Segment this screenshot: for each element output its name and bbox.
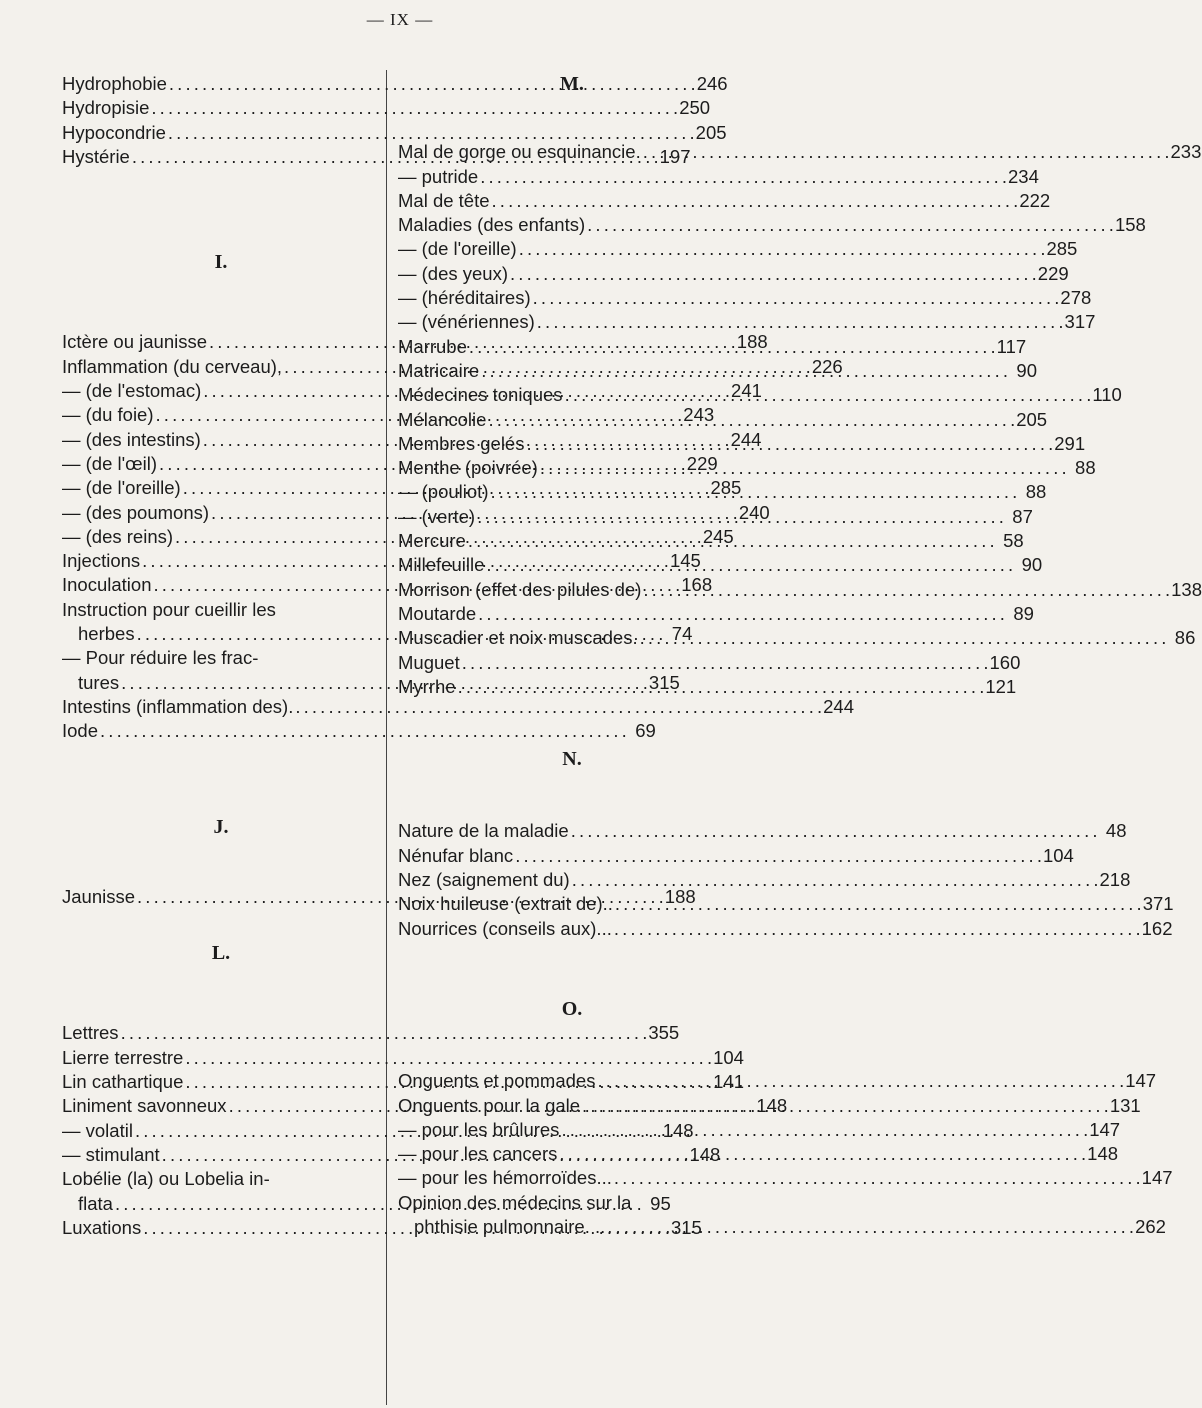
entry-page-number: 104 [713, 1046, 744, 1068]
spacer [62, 965, 380, 1021]
entry-label: Mal de tête [398, 189, 490, 211]
entry-page-number: 205 [695, 121, 727, 143]
o-entries [398, 1069, 1173, 1190]
entry-page-number: 58 [1003, 530, 1024, 552]
entry-page-number: 69 [635, 720, 656, 742]
index-entry [398, 1166, 1173, 1190]
spacer [62, 274, 380, 330]
entry-label: Hypocondrie [62, 121, 166, 143]
index-entry [62, 1046, 744, 1070]
entry-label: Menthe (poivrée) [398, 457, 538, 479]
spacer [62, 744, 380, 815]
entry-page-number: 240 [738, 501, 770, 523]
dot-leader [607, 1215, 1133, 1239]
entry-page-number: 117 [996, 335, 1027, 357]
index-entry [398, 480, 1047, 504]
entry-page-number: 218 [1099, 869, 1131, 891]
entry-page-number: 147 [1089, 1118, 1121, 1140]
entry-label: — pour les cancers [398, 1143, 558, 1165]
entry-page-number: 226 [811, 355, 843, 377]
index-entry [62, 121, 727, 145]
entry-label: — (héréditaires) [398, 287, 531, 309]
index-entry [398, 868, 1131, 892]
entry-label: Nature de la maladie [398, 820, 569, 842]
section-letter-m: M. [560, 73, 584, 95]
entry-page-number: 241 [731, 380, 762, 402]
entry-label: Intestins (inflammation des). [62, 695, 294, 717]
index-entry-lobelie-line1: Lobélie (la) ou Lobelia in- [62, 1168, 270, 1190]
entry-label: Lettres [62, 1022, 119, 1044]
entry-label: — (de l'œil) [62, 452, 158, 474]
page-header: — IX — [366, 10, 434, 29]
dot-leader [643, 578, 1169, 602]
spacer [62, 839, 380, 885]
entry-label: Noix huileuse (extrait de).. [398, 893, 613, 915]
spacer [398, 96, 746, 140]
section-letter-j: J. [213, 815, 229, 838]
dot-leader [571, 819, 1097, 843]
index-entry [398, 553, 1043, 577]
entry-label: — (vénériennes) [398, 311, 535, 333]
index-entry [398, 262, 1069, 286]
dot-leader [582, 1094, 1108, 1118]
entry-page-number: 87 [1012, 505, 1033, 527]
entry-label: — (des poumons) [62, 501, 210, 523]
entry-label: Iode [62, 720, 99, 742]
entry-page-number: 315 [670, 1216, 702, 1238]
dot-leader [643, 140, 1169, 164]
entry-page-number: 205 [1016, 408, 1048, 430]
entry-label: Mal de gorge ou esquinancie. [398, 141, 641, 163]
entry-label: flata [78, 1192, 113, 1214]
dot-leader [597, 1069, 1123, 1093]
entry-label: Onguents pour la gale [398, 1094, 581, 1116]
entry-label: Mercure [398, 530, 466, 552]
dot-leader [519, 237, 1045, 261]
spacer [62, 909, 380, 941]
index-entry [398, 578, 1202, 602]
section-letter-i: I. [214, 251, 228, 274]
entry-page-number: 291 [1054, 432, 1086, 454]
entry-label: — stimulant [62, 1143, 160, 1165]
entry-page-number: 86 [1174, 627, 1196, 649]
index-entry [398, 237, 1078, 261]
dot-leader [540, 456, 1066, 480]
entry-label: Lin cathartique [62, 1071, 184, 1093]
dot-leader [462, 651, 988, 675]
entry-label: Nourrices (conseils aux)... [398, 917, 612, 939]
entry-page-number: 48 [1105, 820, 1127, 842]
entry-label: Moutarde [398, 602, 477, 624]
entry-page-number: 158 [1114, 214, 1146, 236]
dot-leader [477, 505, 1003, 529]
entry-label: Morrison (effet des pilules de) [398, 578, 642, 600]
index-entry-instruction-line1: Instruction pour cueillir les [62, 598, 276, 620]
entry-label: Nez (saignement du) [398, 869, 570, 891]
entry-page-number: 246 [696, 73, 728, 94]
entry-page-number: 244 [730, 428, 762, 450]
entry-page-number: 222 [1019, 189, 1051, 211]
entry-page-number: 262 [1135, 1215, 1166, 1237]
entry-page-number: 317 [1064, 311, 1096, 333]
dot-leader [469, 335, 995, 359]
index-entry [398, 917, 1173, 941]
entry-label: — (du foie) [62, 404, 154, 426]
entry-label: Ictère ou jaunisse [62, 331, 208, 353]
entry-label: — (verte) [398, 505, 476, 527]
index-entry [398, 408, 1048, 432]
entry-label: — volatil [62, 1119, 133, 1141]
entry-label: Hydropisie [62, 97, 150, 119]
entry-page-number: 229 [1037, 262, 1069, 284]
entry-page-number: 148 [756, 1095, 788, 1117]
entry-page-number: 141 [713, 1071, 745, 1093]
entry-page-number: 250 [679, 97, 711, 119]
entry-label: Jaunisse [62, 885, 136, 907]
entry-page-number: 243 [683, 404, 715, 426]
entry-label: — pour les brûlures [398, 1118, 560, 1140]
entry-label: Luxations [62, 1216, 142, 1238]
index-entry [398, 602, 1034, 626]
entry-page-number: 188 [736, 331, 768, 353]
entry-label: Membres gelés [398, 432, 525, 454]
entry-page-number: 104 [1042, 844, 1074, 866]
index-entry [398, 844, 1074, 868]
dot-leader [559, 1142, 1085, 1166]
dot-leader [615, 892, 1141, 916]
entry-page-number: 95 [650, 1192, 671, 1214]
index-entry [398, 1142, 1119, 1166]
entry-page-number: 147 [1141, 1167, 1173, 1189]
index-entry [62, 695, 854, 719]
index-entry [62, 96, 711, 120]
index-entry [398, 310, 1096, 334]
index-entry [398, 1118, 1121, 1142]
entry-label: Inflammation (du cerveau), [62, 355, 283, 377]
entry-label: Marrube [398, 335, 467, 357]
index-entry [62, 1021, 680, 1045]
dot-leader [614, 1166, 1140, 1190]
entry-page-number: 278 [1060, 287, 1092, 309]
entry-label: Onguents et pommades [398, 1070, 596, 1092]
index-entry [398, 456, 1096, 480]
entry-label: Mélancolie [398, 408, 487, 430]
dot-leader [481, 359, 1007, 383]
dot-leader [510, 262, 1036, 286]
entry-label: Matricaire [398, 359, 480, 381]
index-entry [398, 165, 1039, 189]
entry-page-number: 89 [1013, 602, 1034, 624]
entry-page-number: 148 [689, 1143, 721, 1165]
dot-leader [492, 189, 1018, 213]
dot-leader [515, 844, 1041, 868]
entry-label: Millefeuille [398, 554, 485, 576]
entry-page-number: 88 [1025, 481, 1047, 503]
entry-page-number: 90 [1016, 359, 1037, 381]
entry-label: Médecines toniques [398, 384, 563, 406]
entry-label: Liniment savonneux [62, 1095, 227, 1117]
entry-page-number: 315 [648, 671, 680, 693]
index-entry [398, 286, 1092, 310]
dot-leader [478, 602, 1004, 626]
index-entry [398, 819, 1127, 843]
index-entry [398, 1069, 1157, 1093]
entry-label: — pour les hémorroïdes... [398, 1167, 612, 1189]
entry-page-number: 90 [1021, 554, 1043, 576]
index-entry [398, 675, 1017, 699]
entry-label: Muguet [398, 651, 460, 673]
entry-label: — (des intestins) [62, 428, 201, 450]
dot-leader [480, 165, 1006, 189]
entry-page-number: 229 [686, 452, 718, 474]
entry-label: — putride [398, 165, 479, 187]
dot-leader [526, 432, 1052, 456]
entry-page-number: 160 [989, 651, 1021, 673]
dot-leader [468, 529, 994, 553]
entry-page-number: 355 [648, 1022, 680, 1044]
index-entry-opinion-line1: Opinion des médecins sur la [398, 1191, 632, 1213]
entry-page-number: 147 [1125, 1070, 1157, 1092]
index-entry [398, 892, 1174, 916]
index-entry [62, 72, 728, 96]
entry-page-number: 233 [1170, 141, 1202, 163]
entry-label: Maladies (des enfants) [398, 214, 586, 236]
spacer [398, 699, 746, 747]
spacer [62, 169, 380, 250]
entry-page-number: 88 [1075, 457, 1096, 479]
dot-leader [587, 213, 1113, 237]
opinion-line2-wrap [398, 1215, 1166, 1239]
dot-leader [486, 553, 1012, 577]
dot-leader [533, 286, 1059, 310]
spacer [398, 771, 746, 819]
entry-page-number: 138 [1171, 578, 1202, 600]
index-entry [398, 140, 1202, 164]
entry-page-number: 234 [1008, 165, 1039, 187]
section-letter-n: N. [562, 748, 582, 771]
entry-label: Injections [62, 550, 141, 572]
entry-page-number: 188 [664, 885, 696, 907]
entry-label: Inoculation [62, 574, 152, 596]
entry-label: tures [78, 671, 120, 693]
entry-label: Hystérie [62, 145, 130, 167]
spacer [398, 1021, 746, 1069]
entry-label: Lierre terrestre [62, 1046, 184, 1068]
entry-label: Hydrophobie [62, 73, 167, 94]
entry-label: Muscadier et noix muscades. [398, 627, 638, 649]
index-entry [398, 626, 1196, 650]
entry-label: — (des reins) [62, 525, 174, 547]
index-entry-fractures-line1: — Pour réduire les frac- [62, 647, 259, 669]
dot-leader [537, 310, 1063, 334]
entry-page-number: 168 [681, 574, 713, 596]
entry-label: — (des yeux) [398, 262, 509, 284]
entry-label: phthisie pulmonnaire. .. [414, 1215, 606, 1237]
entry-page-number: 121 [985, 675, 1017, 697]
entry-page-number: 145 [669, 550, 701, 572]
index-entry [398, 529, 1024, 553]
dot-leader [565, 383, 1091, 407]
entry-label: Myrrhe [398, 675, 456, 697]
dot-leader [561, 1118, 1087, 1142]
index-entry [398, 651, 1021, 675]
dot-leader [488, 408, 1014, 432]
entry-page-number: 371 [1142, 893, 1174, 915]
dot-leader [490, 480, 1016, 504]
dot-leader [614, 917, 1140, 941]
index-entry [62, 719, 656, 743]
index-entry [398, 189, 1051, 213]
entry-label: herbes [78, 623, 135, 645]
entry-label: Nénufar blanc [398, 844, 514, 866]
section-letter-o: O. [561, 997, 583, 1020]
entry-label: — (de l'oreille) [62, 477, 181, 499]
index-entry [414, 1215, 1166, 1239]
section-letter-l: L. [211, 942, 231, 965]
spacer [398, 941, 746, 997]
entry-page-number: 244 [823, 695, 854, 717]
index-entry [398, 213, 1146, 237]
dot-leader [458, 675, 984, 699]
entry-page-number: 148 [1087, 1143, 1119, 1165]
entry-page-number: 285 [710, 477, 742, 499]
dot-leader [572, 868, 1098, 892]
entry-page-number: 197 [659, 145, 691, 167]
entry-page-number: 285 [1046, 238, 1078, 260]
entry-label: — (pouliot) [398, 481, 489, 503]
entry-page-number: 131 [1109, 1094, 1141, 1116]
entry-page-number: 74 [671, 623, 693, 645]
n-entries [398, 819, 1174, 940]
entry-label: — (de l'oreille) [398, 238, 517, 260]
entry-page-number: 110 [1092, 384, 1122, 406]
entry-page-number: 162 [1141, 917, 1173, 939]
entry-page-number: 148 [662, 1119, 694, 1141]
entry-label: — (de l'estomac) [62, 380, 202, 402]
dot-leader [640, 626, 1166, 650]
entry-page-number: 245 [702, 525, 734, 547]
i-entries-tail [62, 695, 854, 744]
